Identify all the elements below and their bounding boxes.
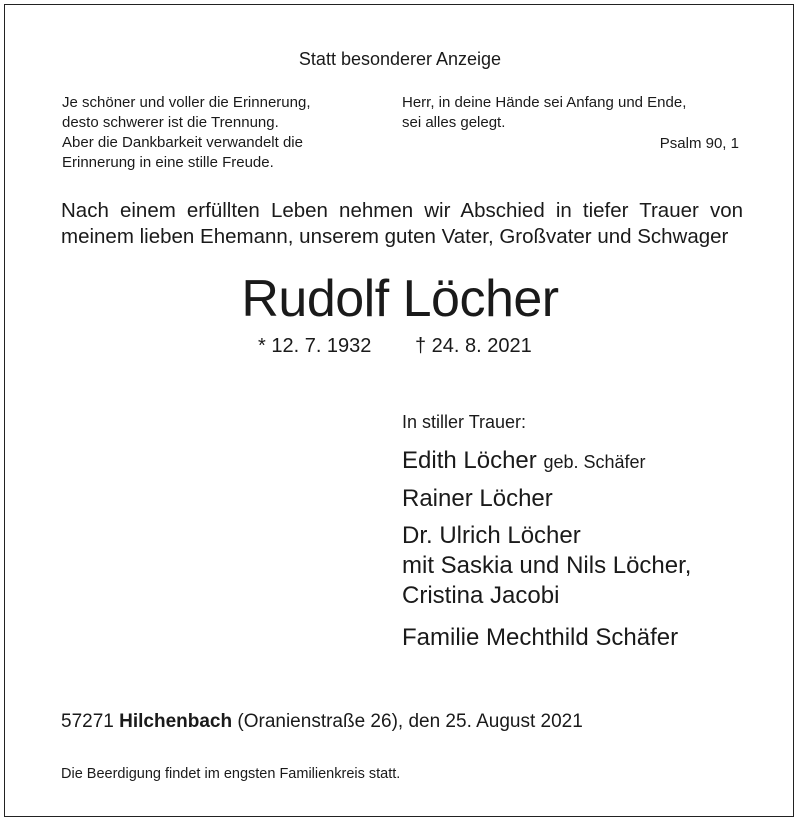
mourner-name: Edith Löcher <box>402 447 537 474</box>
notice-header: Statt besonderer Anzeige <box>298 49 502 69</box>
address-rest: (Oranienstraße 26), den 25. August 2021 <box>237 711 583 732</box>
mourner-line: Dr. Ulrich Löcher <box>402 522 581 549</box>
quote-right-source: Psalm 90, 1 <box>659 135 739 152</box>
intro-line: meinem lieben Ehemann, unserem guten Vater, Großvater und Schwager <box>61 225 729 248</box>
funeral-note: Die Beerdigung findet im engsten Familienkreis statt. <box>61 766 401 782</box>
mourner-note: geb. Schäfer <box>543 452 646 472</box>
mourner-entry: Rainer Löcher <box>402 485 553 512</box>
mourner-entry <box>402 446 646 477</box>
quote-left <box>62 93 310 173</box>
birth-date: * 12. 7. 1932 <box>258 335 372 357</box>
quote-left-line: desto schwerer ist die Trennung. <box>62 114 279 131</box>
quote-left-line: Je schöner und voller die Erinnerung, <box>62 94 311 111</box>
mourner-line: Cristina Jacobi <box>402 582 560 609</box>
quote-right-line: Herr, in deine Hände sei Anfang und Ende, <box>402 94 687 111</box>
death-date: † 24. 8. 2021 <box>415 335 532 357</box>
address-line <box>61 711 583 733</box>
city: Hilchenbach <box>119 711 233 732</box>
intro-text <box>61 198 743 250</box>
quote-left-line: Erinnerung in eine stille Freude. <box>62 154 274 171</box>
postcode: 57271 <box>61 711 114 732</box>
mourner-entry <box>402 521 691 611</box>
quote-right <box>402 93 686 133</box>
obituary-notice <box>4 4 794 817</box>
quote-left-line: Aber die Dankbarkeit verwandelt die <box>62 134 303 151</box>
mourner-entry: Familie Mechthild Schäfer <box>402 624 679 651</box>
mourners-label: In stiller Trauer: <box>402 412 527 432</box>
intro-line: Nach einem erfüllten Leben nehmen wir Abschied in tiefer Trauer von <box>61 199 743 222</box>
mourner-line: mit Saskia und Nils Löcher, <box>402 552 692 579</box>
deceased-name: Rudolf Löcher <box>241 270 559 328</box>
quote-right-line: sei alles gelegt. <box>402 114 506 131</box>
